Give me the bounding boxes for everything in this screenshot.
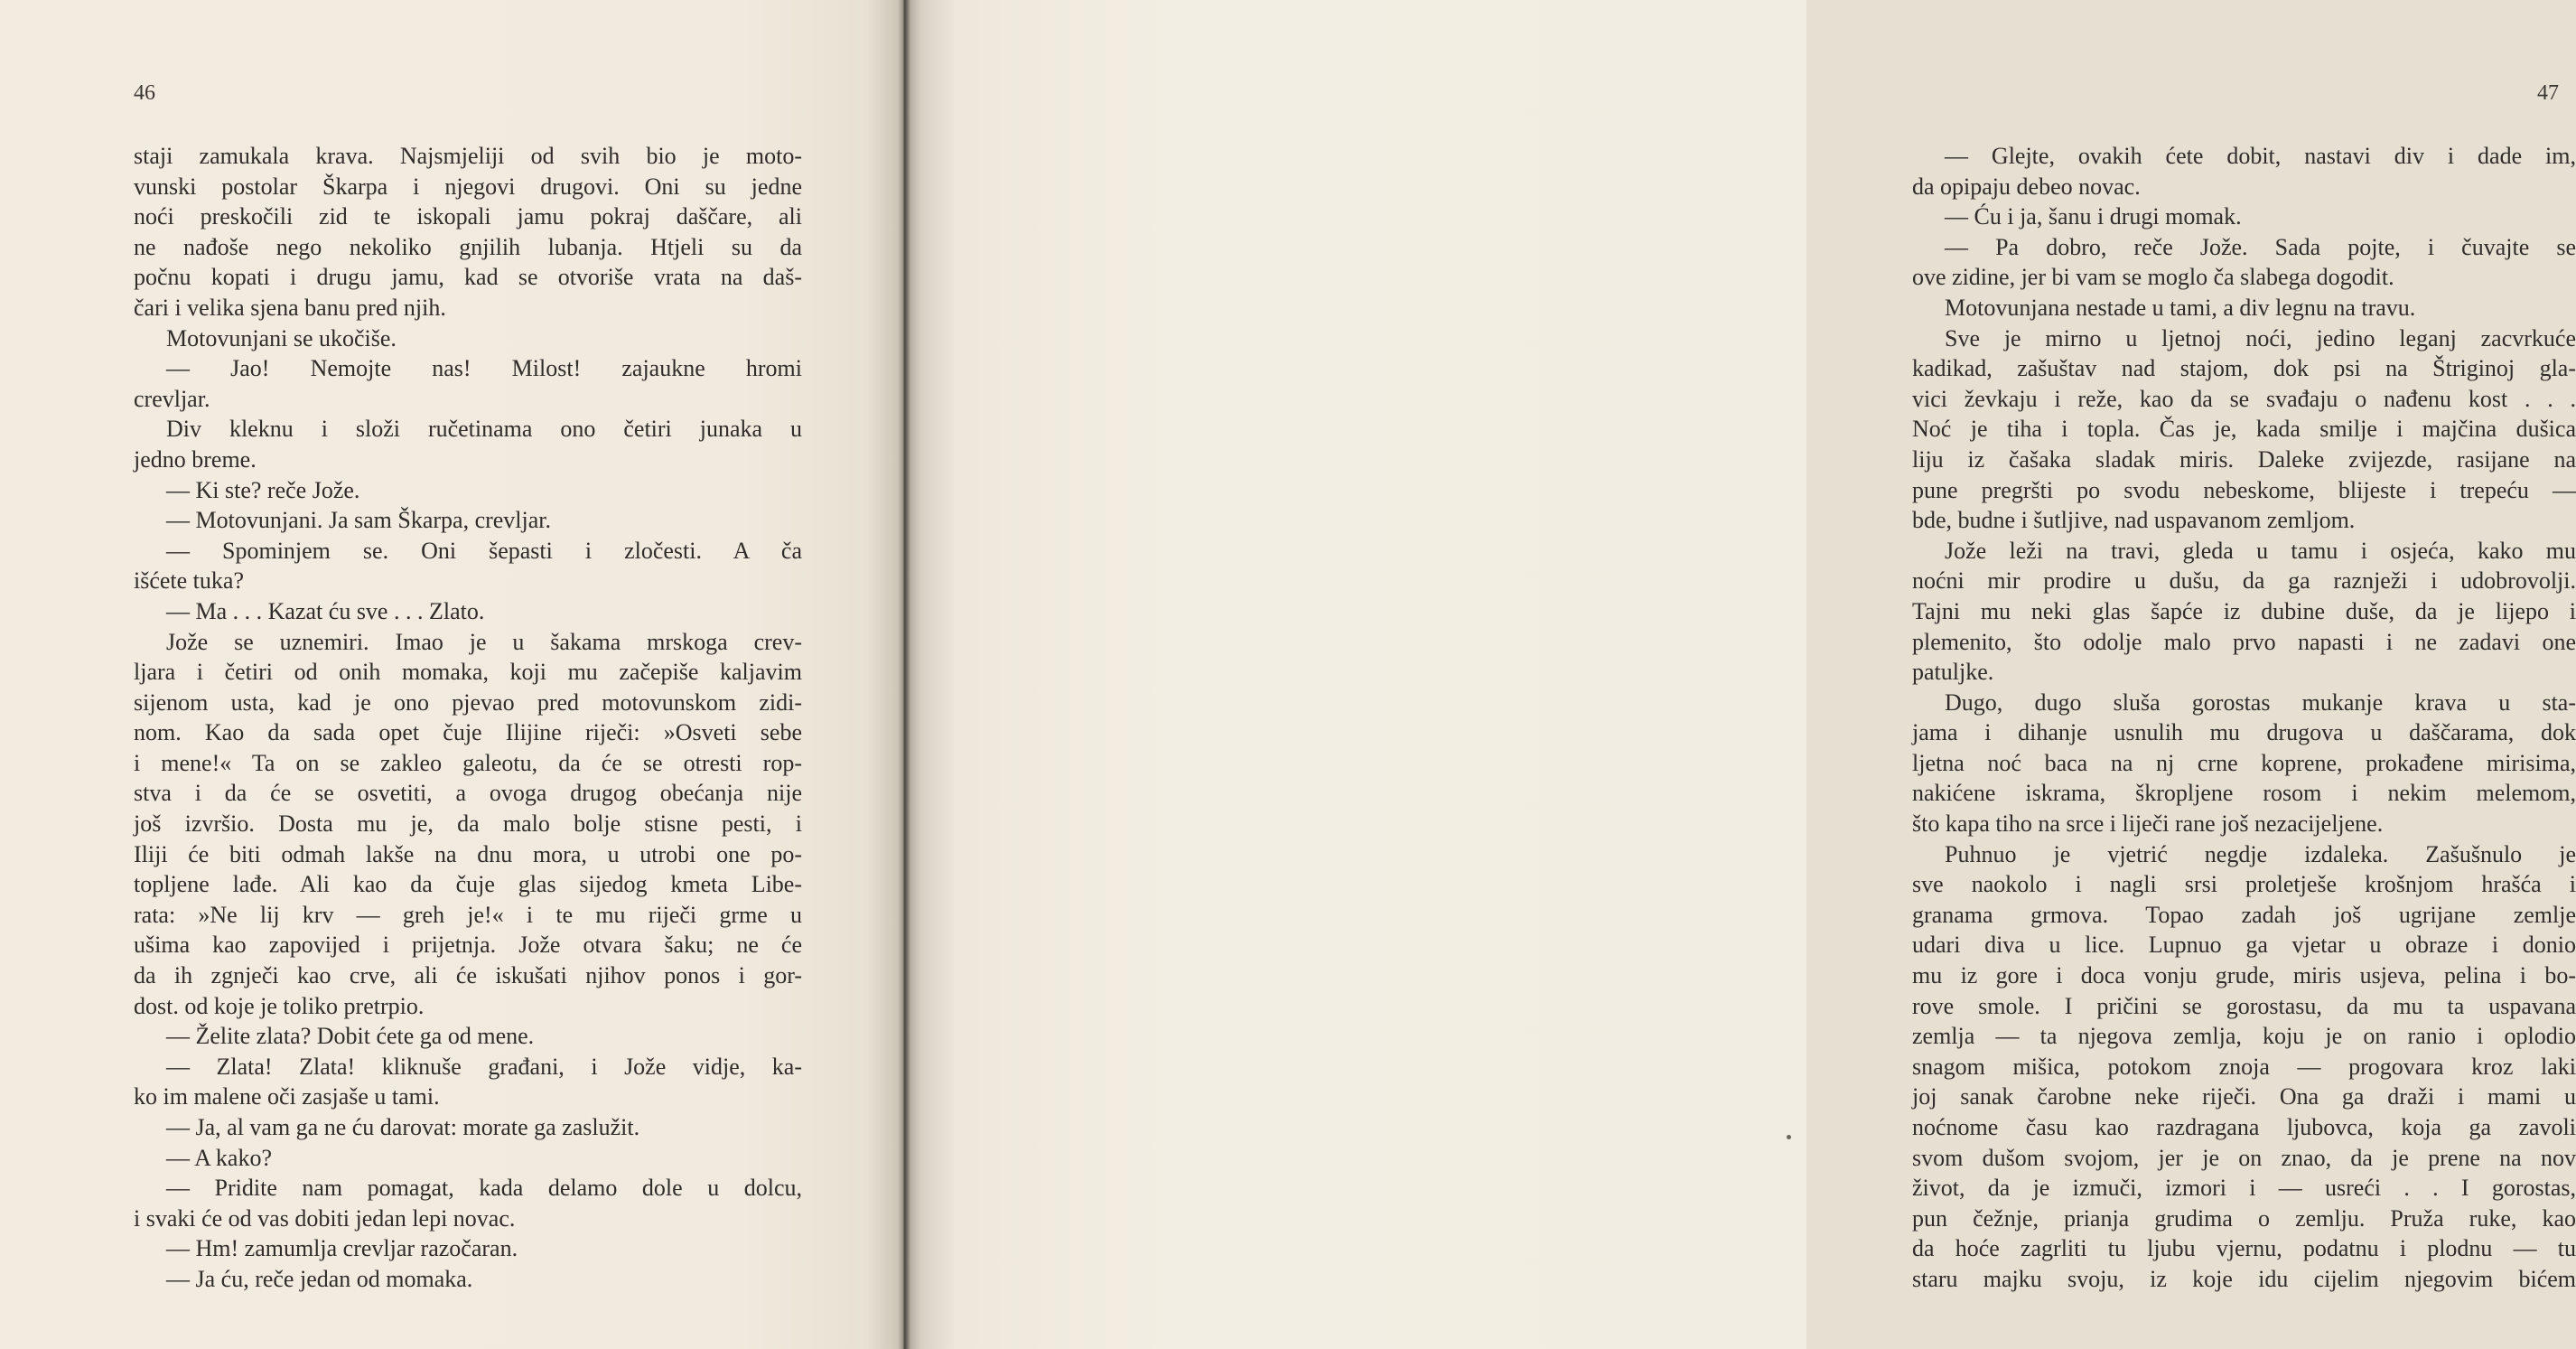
paper-speck (1787, 1135, 1791, 1139)
text-line: zemlja — ta njegova zemlja, koju je on ranio i oplodio (1912, 1023, 2576, 1050)
text-line: — A kako? (166, 1144, 272, 1171)
text-line: da ih zgnječi kao crve, ali će iskušati njihov ponos i gor- (134, 962, 802, 989)
text-line: — Pa dobro, reče Jože. Sada pojte, i čuvajte se (1945, 233, 2576, 260)
left-page (0, 0, 903, 1349)
text-line: išćete tuka? (134, 567, 244, 595)
text-line: — Ma . . . Kazat ću sve . . . Zlato. (166, 597, 485, 624)
text-line: liju iz čašaka sladak miris. Daleke zvijezde, rasijane na (1912, 445, 2576, 473)
text-line: — Ja ću, reče jedan od momaka. (166, 1265, 473, 1292)
text-line: Div kleknu i složi ručetinama ono četiri junaka u (166, 416, 802, 443)
text-line: počnu kopati i drugu jamu, kad se otvoriše vrata na daš- (134, 264, 802, 291)
text-line: — Ki ste? reče Jože. (166, 476, 360, 503)
text-line: rata: »Ne lij krv — greh je!« i te mu riječi grme u (134, 901, 802, 928)
text-line: Motovunjana nestade u tami, a div legnu na travu. (1945, 294, 2416, 321)
text-line: — Ću i ja, šanu i drugi momak. (1945, 203, 2242, 230)
text-line: ove zidine, jer bi vam se moglo ča slabega dogodit. (1912, 264, 2394, 291)
text-line: Noć je tiha i topla. Čas je, kada smilje i majčina dušica (1912, 416, 2576, 443)
text-line: ušima kao zapovijed i prijetnja. Jože otvara šaku; ne će (134, 932, 802, 959)
text-line: Puhnuo je vjetrić negdje izdaleka. Zašušnulo je (1945, 840, 2576, 867)
text-line: crevljar. (134, 385, 210, 412)
text-line: Jože se uznemiri. Imao je u šakama mrskoga crev- (166, 628, 802, 655)
text-line: — Pridite nam pomagat, kada delamo dole u dolcu, (166, 1175, 802, 1202)
text-line: ljetna noć baca na nj crne koprene, prokađene mirisima, (1912, 749, 2576, 776)
text-line: Dugo, dugo sluša gorostas mukanje krava u sta- (1945, 689, 2576, 716)
right-page (903, 0, 2576, 1349)
text-line: i mene!« Ta on se zakleo galeotu, da će se otresti rop- (134, 749, 802, 776)
text-line: rove smole. I pričini se gorostasu, da mu ta uspavana (1912, 992, 2576, 1019)
text-line: — Jao! Nemojte nas! Milost! zajaukne hromi (166, 355, 802, 382)
text-line: — Spominjem se. Oni šepasti i zločesti. A ča (166, 537, 802, 564)
text-line: vunski postolar Škarpa i njegovi drugovi. Oni su jedne (134, 173, 802, 200)
text-line: — Ja, al vam ga ne ću darovat: morate ga zaslužit. (166, 1114, 640, 1140)
text-line: granama grmova. Topao zadah još ugrijane zemlje (1912, 901, 2576, 928)
text-line: kadikad, zašuštav nad stajom, dok psi na Štriginoj gla- (1912, 355, 2576, 382)
text-line: noćni mir prodire u dušu, da ga raznježi i udobrovolji. (1912, 567, 2576, 595)
text-line: noći preskočili zid te iskopali jamu pokraj daščare, ali (134, 203, 802, 230)
text-line: patuljke. (1912, 659, 1994, 686)
text-line: — Motovunjani. Ja sam Škarpa, crevljar. (166, 507, 552, 534)
text-line: da hoće zagrliti tu ljubu vjernu, podatnu i plodnu — tu (1912, 1235, 2576, 1262)
text-line: — Hm! zamumlja crevljar razočaran. (166, 1235, 518, 1262)
text-line: ljara i četiri od onih momaka, koji mu začepiše kaljavim (134, 659, 802, 686)
text-line: stva i da će se osvetiti, a ovoga drugog obećanja nije (134, 780, 802, 807)
text-line: čari i velika sjena banu pred njih. (134, 294, 446, 321)
text-line: snagom mišica, potokom znoja — progovara kroz laki (1912, 1053, 2576, 1080)
text-line: — Glejte, ovakih ćete dobit, nastavi div i dade im, (1945, 143, 2576, 169)
text-line: jama i dihanje usnulih mu drugova u daščarama, dok (1912, 719, 2576, 746)
text-line: staji zamukala krava. Najsmjeliji od svih bio je moto- (134, 143, 802, 169)
text-line: pun čežnje, prianja grudima o zemlju. Pruža ruke, kao (1912, 1204, 2576, 1232)
text-line: što kapa tiho na srce i liječi rane još nezacijeljene. (1912, 810, 2384, 838)
text-line: nakićene iskrama, škropljene rosom i nekim melemom, (1912, 780, 2576, 807)
text-line: i svaki će od vas dobiti jedan lepi novac. (134, 1204, 516, 1232)
text-line: još izvršio. Dosta mu je, da malo bolje stisne pesti, i (134, 810, 802, 838)
text-line: Tajni mu neki glas šapće iz dubine duše, da je lijepo i (1912, 597, 2576, 624)
text-line: Iliji će biti odmah lakše na dnu mora, u utrobi one po- (134, 840, 802, 867)
page-number-right: 47 (2537, 81, 2559, 105)
text-line: jedno breme. (134, 445, 257, 473)
text-line: Motovunjani se ukočiše. (166, 324, 397, 351)
text-line: plemenito, što odolje malo prvo napasti i ne zadavi one (1912, 628, 2576, 655)
text-line: svom dušom svojom, jer je on znao, da je prene na nov (1912, 1144, 2576, 1171)
text-line: vici ževkaju i reže, kao da se svađaju o nađenu kost . . . (1912, 385, 2576, 412)
text-line: pune pregršti po svodu nebeskome, blijeste i trepeću — (1912, 476, 2576, 503)
text-line: bde, budne i šutljive, nad uspavanom zemljom. (1912, 507, 2356, 534)
text-line: ne nađoše nego nekoliko gnjilih lubanja. Htjeli su da (134, 233, 802, 260)
text-line: udari diva u lice. Lupnuo ga vjetar u obraze i donio (1912, 932, 2576, 959)
right-page-text (1912, 141, 2576, 1295)
left-page-text (134, 141, 802, 1295)
text-line: ko im malene oči zasjaše u tami. (134, 1083, 440, 1110)
text-line: noćnome času kao razdragana ljubovca, koja ga zavoli (1912, 1114, 2576, 1140)
text-line: da opipaju debeo novac. (1912, 173, 2141, 200)
text-line: nom. Kao da sada opet čuje Ilijine riječi: »Osveti sebe (134, 719, 802, 746)
text-line: — Zlata! Zlata! kliknuše građani, i Jože vidje, ka- (166, 1053, 802, 1080)
text-line: — Želite zlata? Dobit ćete ga od mene. (166, 1023, 535, 1050)
text-line: sijenom usta, kad je ono pjevao pred motovunskom zidi- (134, 689, 802, 716)
text-line: Sve je mirno u ljetnoj noći, jedino leganj zacvrkuće (1945, 324, 2576, 351)
text-line: život, da je izmuči, izmori i — usreći . . I gorostas, (1912, 1175, 2576, 1202)
text-line: staru majku svoju, iz koje idu cijelim njegovim bićem (1912, 1265, 2576, 1292)
book-gutter (898, 0, 910, 1349)
text-line: mu iz gore i doca vonju grude, miris usjeva, pelina i bo- (1912, 962, 2576, 989)
text-line: dost. od koje je toliko pretrpio. (134, 992, 425, 1019)
text-line: sve naokolo i nagli srsi proletješe krošnjom hrašća i (1912, 871, 2576, 898)
page-number-left: 46 (134, 81, 155, 105)
text-line: Jože leži na travi, gleda u tamu i osjeća, kako mu (1945, 537, 2576, 564)
text-line: joj sanak čarobne neke riječi. Ona ga draži i mami u (1912, 1083, 2576, 1110)
text-line: topljene lađe. Ali kao da čuje glas sijedog kmeta Libe- (134, 871, 802, 898)
